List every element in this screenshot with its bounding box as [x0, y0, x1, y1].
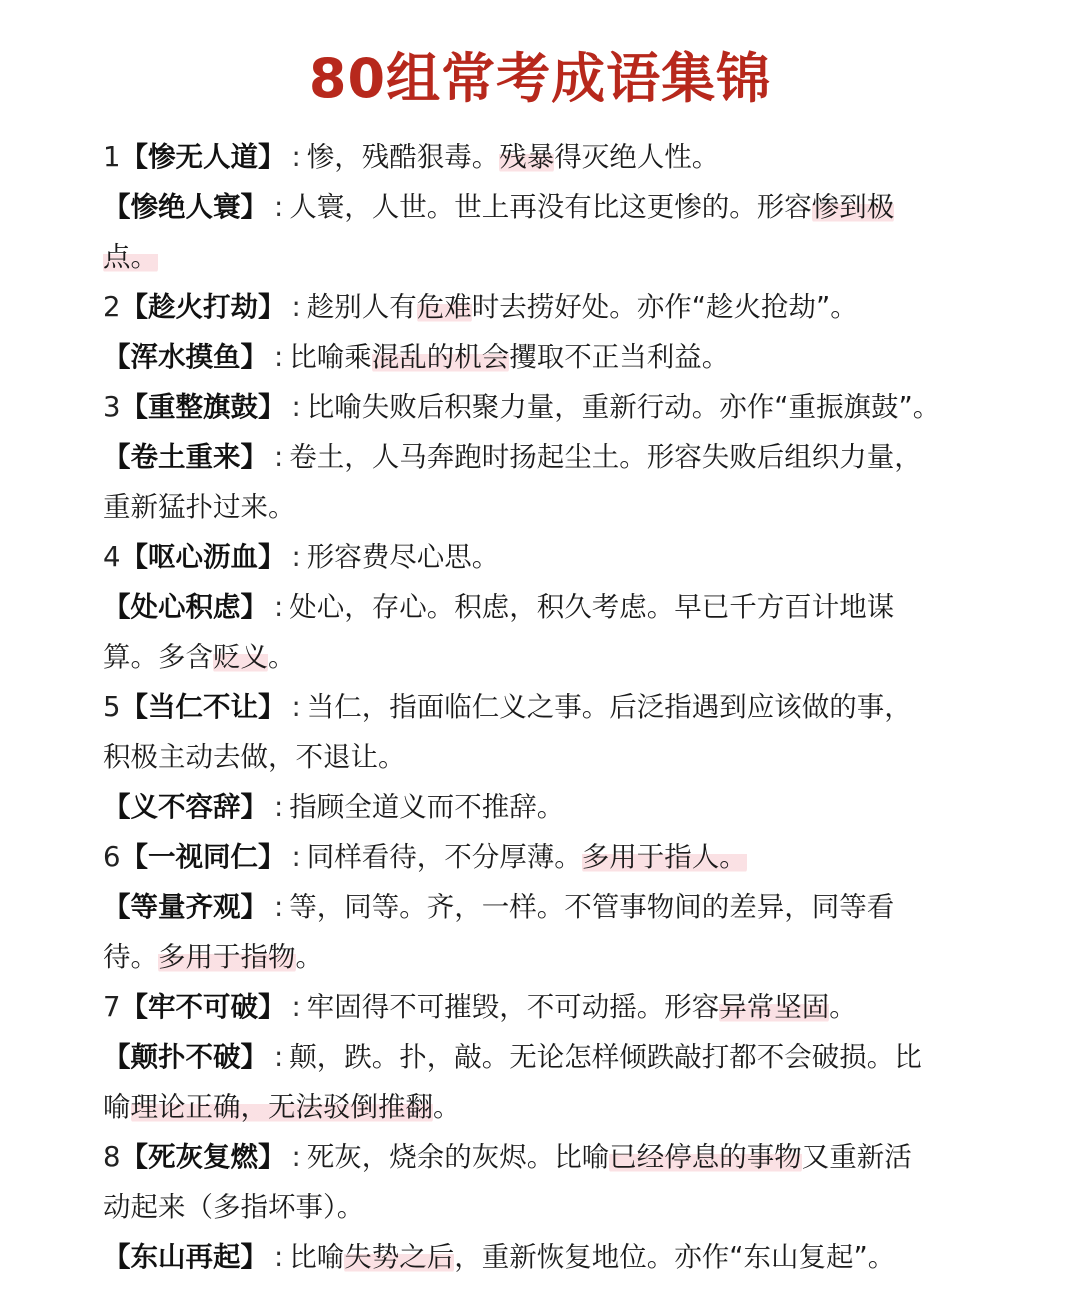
idiom-term: 【牢不可破】 [120, 991, 286, 1023]
idiom-term: 【惨无人道】 [120, 141, 286, 173]
definition-text: 比喻 [289, 1241, 345, 1273]
idiom-entry-line [103, 1082, 983, 1132]
group-number: 7 [103, 991, 121, 1023]
idiom-term: 【重整旗鼓】 [120, 391, 286, 423]
definition-text: 形容费尽心思。 [306, 541, 500, 573]
colon-separator: : [291, 291, 301, 323]
idiom-entry-line [103, 182, 983, 232]
idiom-entry-line [103, 432, 983, 482]
highlighted-definition: 异常坚固 [719, 991, 830, 1023]
definition-text: 比喻失败后积聚力量，重新行动。亦作“重振旗鼓”。 [306, 391, 941, 423]
definition-text: 攫取不正当利益。 [509, 341, 730, 373]
group-number: 8 [103, 1141, 121, 1173]
group-number: 3 [103, 391, 121, 423]
idiom-term: 【呕心沥血】 [120, 541, 286, 573]
idiom-term: 【义不容辞】 [103, 791, 268, 823]
group-number: 5 [103, 691, 121, 723]
idiom-entry-line [103, 732, 983, 782]
colon-separator: : [291, 691, 301, 723]
definition-text: 时去捞好处。亦作“趁火抢劫”。 [471, 291, 858, 323]
definition-text: 积极主动去做，不退让。 [103, 741, 406, 773]
definition-text: 趁别人有 [306, 291, 417, 323]
group-number: 1 [103, 141, 121, 173]
colon-separator: : [274, 191, 284, 223]
highlighted-definition: 贬义 [213, 641, 268, 673]
definition-text: 得灭绝人性。 [554, 141, 720, 173]
definition-text: 颠，跌。扑，敲。无论怎样倾跌敲打都不会破损。比 [289, 1041, 922, 1073]
definition-text: 指顾全道义而不推辞。 [289, 791, 565, 823]
definition-text: 惨，残酷狠毒。 [306, 141, 500, 173]
definition-text: 当仁，指面临仁义之事。后泛指遇到应该做的事， [306, 691, 912, 723]
definition-text: 。 [268, 641, 296, 673]
colon-separator: : [291, 541, 301, 573]
definition-text: 同样看待，不分厚薄。 [306, 841, 582, 873]
idiom-entry-line [103, 782, 983, 832]
highlighted-definition: 危难 [416, 291, 472, 323]
definition-text: 人寰，人世。世上再没有比这更惨的。形容 [289, 191, 812, 223]
idiom-term: 【等量齐观】 [103, 891, 268, 923]
definition-text: 动起来（多指坏事）。 [103, 1191, 365, 1223]
definition-text: 重新猛扑过来。 [103, 491, 296, 523]
idiom-entry-line [103, 482, 983, 532]
idiom-entry-line [103, 682, 983, 732]
definition-text: 死灰，烧余的灰烬。比喻 [306, 1141, 610, 1173]
idiom-entry-line [103, 632, 983, 682]
idiom-entry-line [103, 1232, 983, 1282]
idiom-entry-line [103, 982, 983, 1032]
idiom-entry-line [103, 382, 983, 432]
idiom-term: 【东山再起】 [103, 1241, 268, 1273]
idiom-term: 【惨绝人寰】 [103, 191, 268, 223]
idiom-entry-line [103, 1032, 983, 1082]
definition-text: 比喻乘 [289, 341, 372, 373]
highlighted-definition: 点。 [103, 241, 158, 273]
idiom-entry-line [103, 932, 983, 982]
definition-text: 。 [433, 1091, 461, 1123]
colon-separator: : [291, 991, 301, 1023]
idiom-entry-line [103, 832, 983, 882]
colon-separator: : [274, 791, 284, 823]
definition-text: 卷土，人马奔跑时扬起尘土。形容失败后组织力量， [289, 441, 922, 473]
idiom-term: 【当仁不让】 [120, 691, 286, 723]
idiom-term: 【颠扑不破】 [103, 1041, 268, 1073]
idiom-entry-line [103, 882, 983, 932]
colon-separator: : [274, 341, 284, 373]
definition-text: 等，同等。齐，一样。不管事物间的差异，同等看 [289, 891, 895, 923]
colon-separator: : [274, 591, 284, 623]
idiom-term: 【一视同仁】 [120, 841, 286, 873]
definition-text: 喻 [103, 1091, 131, 1123]
definition-text: 。 [829, 991, 857, 1023]
definition-text: 牢固得不可摧毁，不可动摇。形容 [306, 991, 720, 1023]
page-title: 80组常考成语集锦 [308, 47, 772, 110]
colon-separator: : [291, 391, 301, 423]
idiom-term: 【趁火打劫】 [120, 291, 286, 323]
group-number: 6 [103, 841, 121, 873]
colon-separator: : [274, 1041, 284, 1073]
idiom-term: 【浑水摸鱼】 [103, 341, 268, 373]
colon-separator: : [291, 841, 301, 873]
idiom-entry-line [103, 332, 983, 382]
idiom-term: 【处心积虑】 [103, 591, 268, 623]
idiom-entry-line [103, 532, 983, 582]
definition-text: 处心，存心。积虑，积久考虑。早已千方百计地谋 [289, 591, 895, 623]
group-number: 2 [103, 291, 121, 323]
idiom-term: 【死灰复燃】 [120, 1141, 286, 1173]
colon-separator: : [291, 1141, 301, 1173]
definition-text: 又重新活 [801, 1141, 912, 1173]
highlighted-definition: 失势之后 [344, 1241, 455, 1273]
highlighted-definition: 惨到极 [811, 191, 895, 223]
highlighted-definition: 已经停息的事物 [609, 1141, 802, 1173]
idiom-term: 【卷土重来】 [103, 441, 268, 473]
highlighted-definition: 混乱的机会 [371, 341, 510, 373]
colon-separator: : [274, 441, 284, 473]
highlighted-definition: 残暴 [499, 141, 555, 173]
colon-separator: : [291, 141, 301, 173]
idiom-entry-line [103, 282, 983, 332]
definition-text: ，重新恢复地位。亦作“东山复起”。 [454, 1241, 896, 1273]
idiom-entry-line [103, 232, 983, 282]
idiom-entry-line [103, 1182, 983, 1232]
idiom-entry-line [103, 132, 983, 182]
highlighted-definition: 多用于指物 [158, 941, 296, 973]
idiom-list [103, 132, 983, 1282]
definition-text: 待。 [103, 941, 158, 973]
definition-text: 。 [295, 941, 323, 973]
definition-text: 算。多含 [103, 641, 213, 673]
group-number: 4 [103, 541, 121, 573]
colon-separator: : [274, 891, 284, 923]
idiom-entry-line [103, 582, 983, 632]
highlighted-definition: 理论正确，无法驳倒推翻 [130, 1091, 433, 1123]
highlighted-definition: 多用于指人。 [581, 841, 747, 873]
colon-separator: : [274, 1241, 284, 1273]
idiom-entry-line [103, 1132, 983, 1182]
